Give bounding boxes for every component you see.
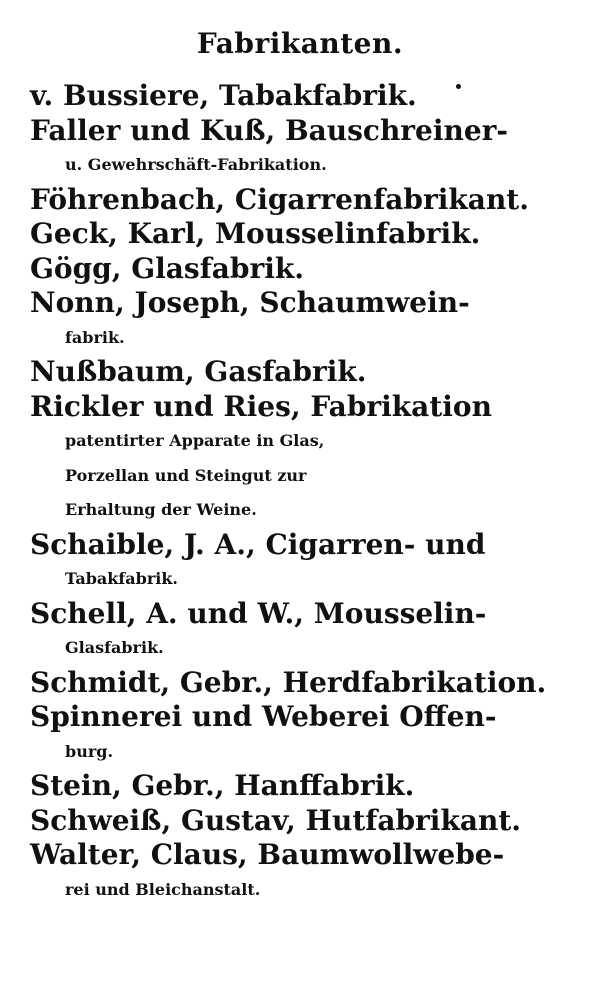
list-line: Schweiß, Gustav, Hutfabrikant. [30,803,522,837]
list-line: Föhrenbach, Cigarrenfabrikant. [30,182,529,216]
list-line: Spinnerei und Weberei Offen- [30,700,497,733]
list-line: rei und Bleichanstalt. [65,879,261,899]
list-line: Schmidt, Gebr., Herdfabrikation. [30,665,547,699]
list-line: Geck, Karl, Mousselinfabrik. [30,217,481,250]
list-line: Rickler und Ries, Fabrikation [30,389,492,423]
list-line: Glasfabrik. [65,638,164,657]
list-line: fabrik. [65,327,125,347]
list-line: Schell, A. und W., Mousselin- [30,596,487,630]
list-line: Porzellan und Steingut zur [65,465,307,485]
page-title: Fabrikanten. [196,27,404,60]
list-line: Tabakfabrik. [65,569,178,588]
list-line: Faller und Kuß, Bauschreiner- [30,113,509,147]
list-line: Gögg, Glasfabrik. [30,251,304,285]
list-line: v. Bussiere, Tabakfabrik. [30,79,417,112]
list-line: Walter, Claus, Baumwollwebe- [30,838,505,871]
list-line: burg. [65,741,114,761]
list-line: Erhaltung der Weine. [65,500,257,519]
list-line: Nußbaum, Gasfabrik. [30,355,367,388]
list-line: patentirter Apparate in Glas, [65,431,325,450]
list-line: Stein, Gebr., Hanffabrik. [30,769,415,802]
list-line: Schaible, J. A., Cigarren- und [30,527,486,561]
manufacturer-list [30,79,575,907]
list-line: u. Gewehrschäft-Fabrikation. [65,155,327,174]
list-line: Nonn, Joseph, Schaumwein- [30,286,470,319]
